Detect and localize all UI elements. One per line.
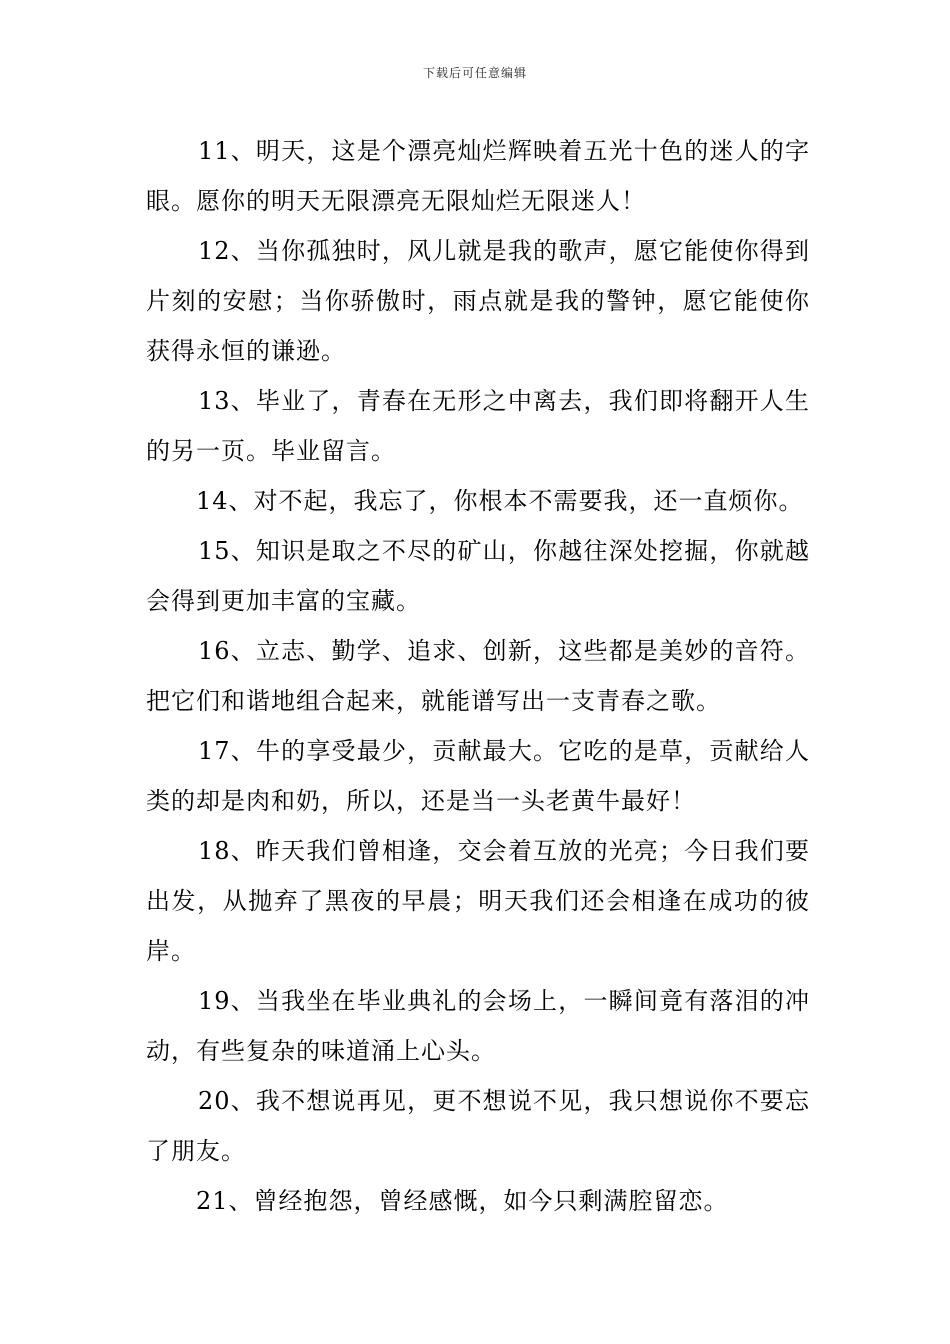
paragraph-13: 13、毕业了，青春在无形之中离去，我们即将翻开人生的另一页。毕业留言。 (146, 387, 810, 465)
page-header-note: 下载后可任意编辑 (422, 66, 527, 80)
paragraph-20: 20、我不想说再见，更不想说不见，我只想说你不要忘了朋友。 (146, 1087, 810, 1165)
paragraph-12: 12、当你孤独时，风儿就是我的歌声，愿它能使你得到片刻的安慰；当你骄傲时，雨点就是我的警钟，愿它能使你获得永恒的谦逊。 (146, 237, 810, 365)
paragraph-21: 21、曾经抱怨，曾经感慨，如今只剩满腔留恋。 (196, 1187, 729, 1215)
paragraph-16: 16、立志、勤学、追求、创新，这些都是美妙的音符。把它们和谐地组合起来，就能谱写出一支青春之歌。 (146, 637, 810, 715)
paragraph-18: 18、昨天我们曾相逢，交会着互放的光亮；今日我们要出发，从抛弃了黑夜的早晨；明天我们还会相逢在成功的彼岸。 (146, 837, 810, 965)
paragraph-19: 19、当我坐在毕业典礼的会场上，一瞬间竟有落泪的冲动，有些复杂的味道涌上心头。 (146, 987, 810, 1065)
paragraph-14: 14、对不起，我忘了，你根本不需要我，还一直烦你。 (196, 487, 804, 515)
paragraph-17: 17、牛的享受最少，贡献最大。它吃的是草，贡献给人类的却是肉和奶，所以，还是当一头老黄牛最好！ (146, 737, 810, 815)
paragraph-15: 15、知识是取之不尽的矿山，你越往深处挖掘，你就越会得到更加丰富的宝藏。 (146, 537, 810, 615)
document-body (146, 126, 810, 1226)
paragraph-11: 11、明天，这是个漂亮灿烂辉映着五光十色的迷人的字眼。愿你的明天无限漂亮无限灿烂无限迷人！ (146, 137, 810, 215)
